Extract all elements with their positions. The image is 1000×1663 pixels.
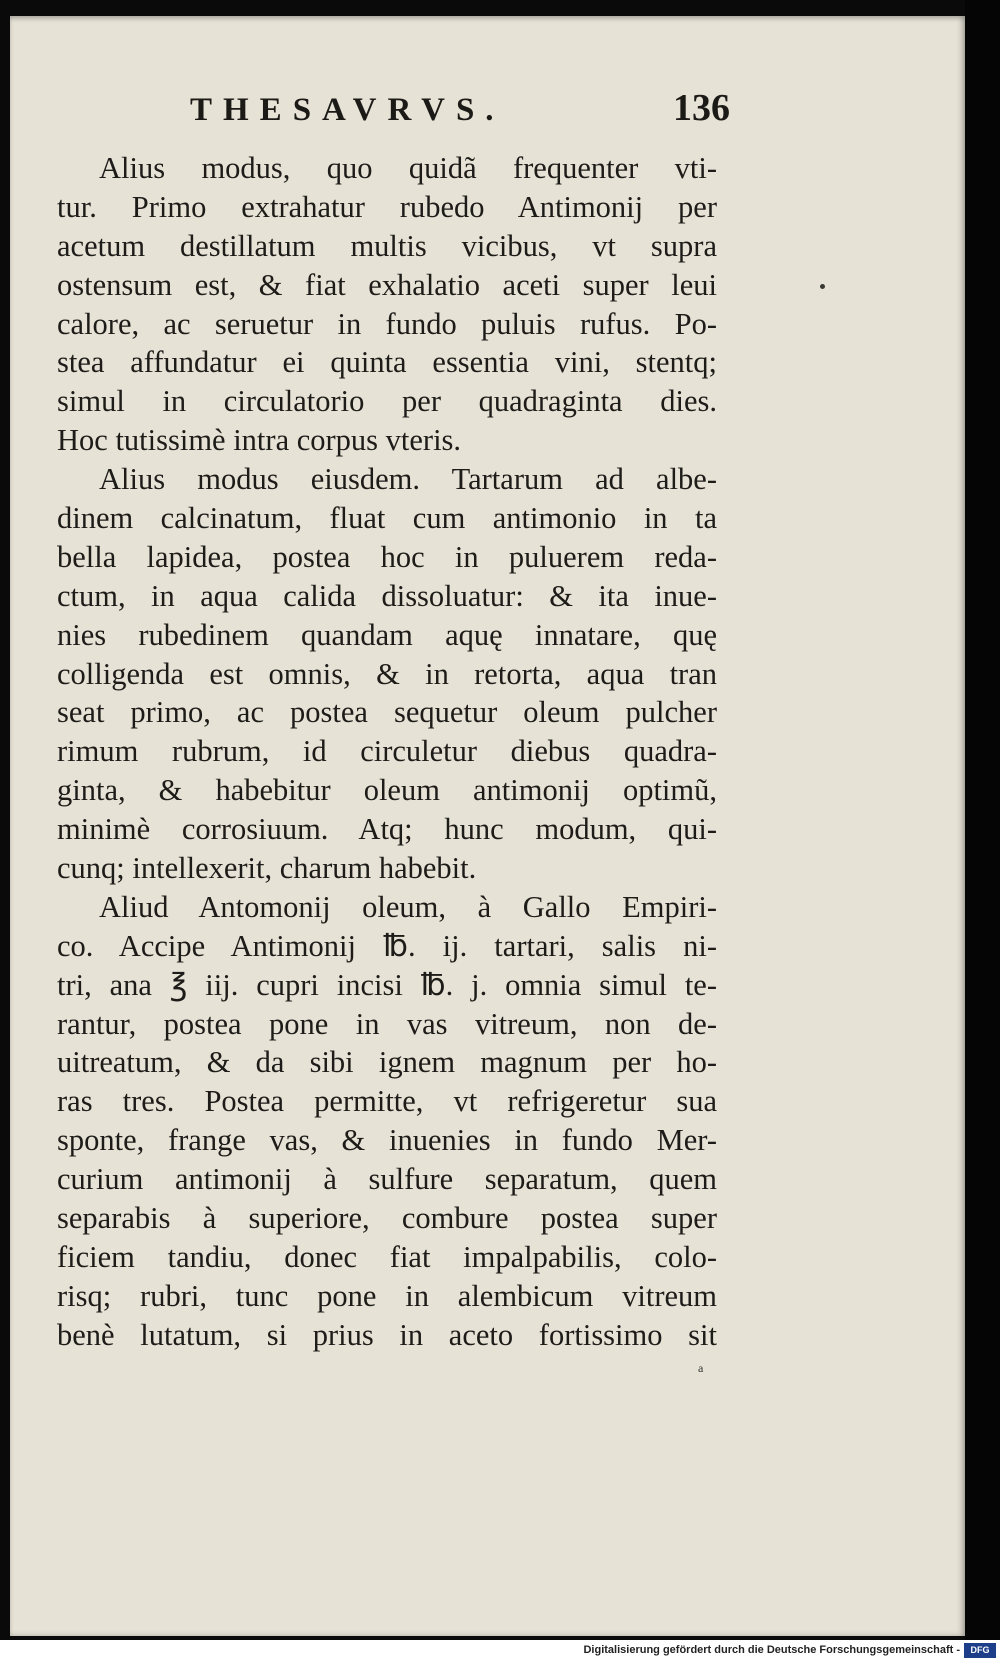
text-line: sponte, frange vas, & inuenies in fundo Mer- [57, 1123, 717, 1158]
text-line: tri, ana ℥ iij. cupri incisi ℔. j. omnia simul te- [57, 967, 717, 1002]
text-line: calore, ac seruetur in fundo puluis rufus. Po- [57, 306, 717, 341]
text-line: ostensum est, & fiat exhalatio aceti super leui [57, 267, 717, 302]
text-line: ras tres. Postea permitte, vt refrigeretur sua [57, 1084, 717, 1119]
text-line: Alius modus, quo quidã frequenter vti- [99, 151, 717, 185]
text-line: Hoc tutissimè intra corpus vteris. [57, 423, 462, 458]
text-line: separabis à superiore, combure postea super [57, 1201, 717, 1236]
text-line: Alius modus eiusdem. Tartarum ad albe- [99, 462, 717, 497]
footer-bar [0, 1640, 1000, 1663]
funding-credit: Digitalisierung gefördert durch die Deutsche Forschungsgemeinschaft - [583, 1644, 960, 1656]
text-line: co. Accipe Antimonij ℔. ij. tartari, salis ni- [57, 928, 717, 963]
page-header [50, 86, 730, 136]
text-line: bella lapidea, postea hoc in puluerem reda- [57, 539, 717, 574]
text-line: rantur, postea pone in vas vitreum, non de- [57, 1006, 717, 1041]
text-line: acetum destillatum multis vicibus, vt supra [57, 228, 717, 263]
text-line: simul in circulatorio per quadraginta dies. [57, 384, 717, 419]
text-line: ficiem tandiu, donec fiat impalpabilis, colo- [57, 1239, 717, 1274]
scan-border [965, 0, 1000, 1640]
text-line: dinem calcinatum, fluat cum antimonio in ta [57, 501, 717, 536]
running-title: THESAVRVS. [190, 92, 505, 128]
text-line: colligenda est omnis, & in retorta, aqua tran [57, 656, 717, 691]
book-page [10, 16, 965, 1636]
text-line: risq; rubri, tunc pone in alembicum vitreum [57, 1278, 717, 1313]
text-line: stea affundatur ei quinta essentia vini, stentq; [57, 345, 717, 380]
text-line: tur. Primo extrahatur rubedo Antimonij per [57, 189, 717, 224]
text-line: nies rubedinem quandam aquę innatare, quę [57, 617, 717, 652]
text-line: seat primo, ac postea sequetur oleum pulcher [57, 695, 717, 730]
dfg-logo[interactable]: DFG [964, 1643, 996, 1658]
signature-mark: a [698, 1361, 704, 1375]
text-line: minimè corrosiuum. Atq; hunc modum, qui- [57, 812, 717, 847]
text-line: cunq; intellexerit, charum habebit. [57, 851, 477, 886]
body-text [57, 149, 717, 1355]
text-line: curium antimonij à sulfure separatum, quem [57, 1162, 717, 1197]
page-number: 136 [673, 87, 730, 129]
text-line: ginta, & habebitur oleum antimonij optimũ, [57, 773, 717, 808]
text-line: ctum, in aqua calida dissoluatur: & ita inue- [57, 578, 717, 613]
text-line: uitreatum, & da sibi ignem magnum per ho- [57, 1045, 717, 1080]
text-line: rimum rubrum, id circuletur diebus quadra- [57, 734, 717, 769]
ink-speck [820, 284, 825, 289]
text-line: Aliud Antomonij oleum, à Gallo Empiri- [99, 889, 717, 924]
text-line: benè lutatum, si prius in aceto fortissimo sit [57, 1317, 717, 1352]
